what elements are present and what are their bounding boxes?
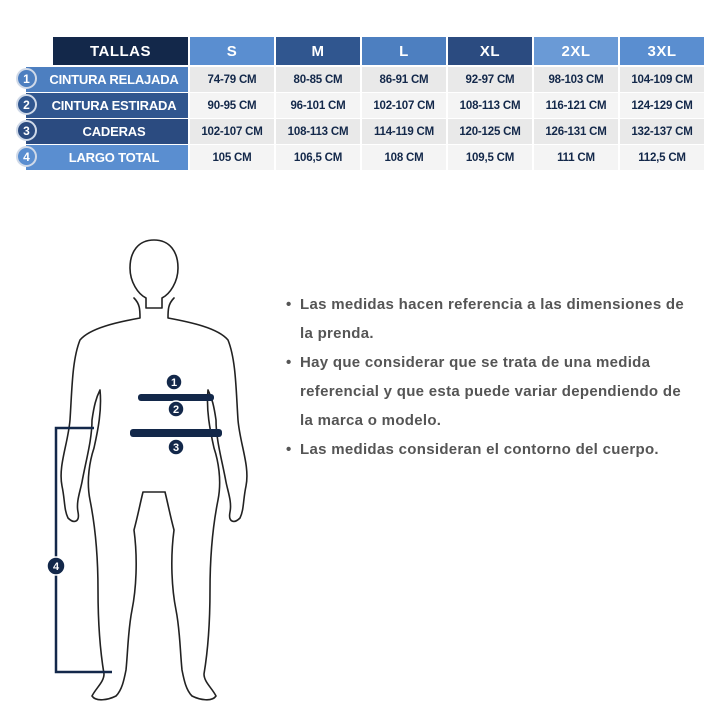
table-row-cintura-relajada <box>16 67 704 92</box>
table-cell: 106,5 CM <box>276 145 360 170</box>
table-cell: 102-107 CM <box>362 93 446 118</box>
table-row-largo-total <box>16 145 704 170</box>
waist-band-relaxed-icon <box>138 374 214 401</box>
table-cell: 105 CM <box>190 145 274 170</box>
row-label: LARGO TOTAL <box>26 145 188 170</box>
header-size-l: L <box>362 37 446 65</box>
waist-band-relaxed <box>138 394 214 401</box>
table-cell: 90-95 CM <box>190 93 274 118</box>
hip-band <box>130 429 222 437</box>
table-cell: 109,5 CM <box>448 145 532 170</box>
note-text: Las medidas hacen referencia a las dimensiones de la prenda. <box>300 296 685 342</box>
header-label-tallas: TALLAS <box>53 37 188 65</box>
table-cell: 120-125 CM <box>448 119 532 144</box>
header-size-xl: XL <box>448 37 532 65</box>
size-table-header <box>16 37 704 65</box>
row-number-badge: 3 <box>16 120 37 141</box>
table-cell: 108-113 CM <box>448 93 532 118</box>
note-item <box>286 435 686 464</box>
table-cell: 92-97 CM <box>448 67 532 92</box>
table-cell: 126-131 CM <box>534 119 618 144</box>
marker-3-label: 3 <box>172 442 180 454</box>
table-cell: 108-113 CM <box>276 119 360 144</box>
measurement-notes <box>286 290 686 464</box>
table-cell: 111 CM <box>534 145 618 170</box>
note-text: Las medidas consideran el contorno del cuerpo. <box>300 441 659 458</box>
table-cell: 112,5 CM <box>620 145 704 170</box>
header-size-s: S <box>190 37 274 65</box>
row-label: CADERAS <box>26 119 188 144</box>
table-cell: 96-101 CM <box>276 93 360 118</box>
body-measurement-figure <box>40 230 270 710</box>
table-cell: 108 CM <box>362 145 446 170</box>
bullet-icon: • <box>286 441 292 458</box>
body-silhouette-icon <box>61 240 247 700</box>
header-size-m: M <box>276 37 360 65</box>
table-cell: 104-109 CM <box>620 67 704 92</box>
table-cell: 80-85 CM <box>276 67 360 92</box>
table-cell: 98-103 CM <box>534 67 618 92</box>
bullet-icon: • <box>286 296 292 313</box>
row-label: CINTURA RELAJADA <box>26 67 188 92</box>
marker-2-label: 2 <box>172 404 180 416</box>
table-cell: 114-119 CM <box>362 119 446 144</box>
table-cell: 74-79 CM <box>190 67 274 92</box>
header-size-2xl: 2XL <box>534 37 618 65</box>
row-label: CINTURA ESTIRADA <box>26 93 188 118</box>
row-number-badge: 4 <box>16 146 37 167</box>
marker-1-label: 1 <box>170 377 178 389</box>
table-row-caderas <box>16 119 704 144</box>
table-cell: 102-107 CM <box>190 119 274 144</box>
table-cell: 132-137 CM <box>620 119 704 144</box>
table-cell: 116-121 CM <box>534 93 618 118</box>
table-row-cintura-estirada <box>16 93 704 118</box>
marker-4-label: 4 <box>52 561 60 573</box>
header-size-3xl: 3XL <box>620 37 704 65</box>
row-number-badge: 2 <box>16 94 37 115</box>
total-length-bracket-icon <box>56 428 112 672</box>
row-number-badge: 1 <box>16 68 37 89</box>
note-item <box>286 348 686 435</box>
note-item <box>286 290 686 348</box>
table-cell: 124-129 CM <box>620 93 704 118</box>
table-cell: 86-91 CM <box>362 67 446 92</box>
size-table <box>16 37 704 171</box>
waist-band-stretched-icon <box>168 401 184 417</box>
note-text: Hay que considerar que se trata de una medida referencial y que esta puede variar dependiendo de la marca o modelo. <box>300 354 681 429</box>
hip-band-icon <box>130 429 222 455</box>
bullet-icon: • <box>286 354 292 371</box>
